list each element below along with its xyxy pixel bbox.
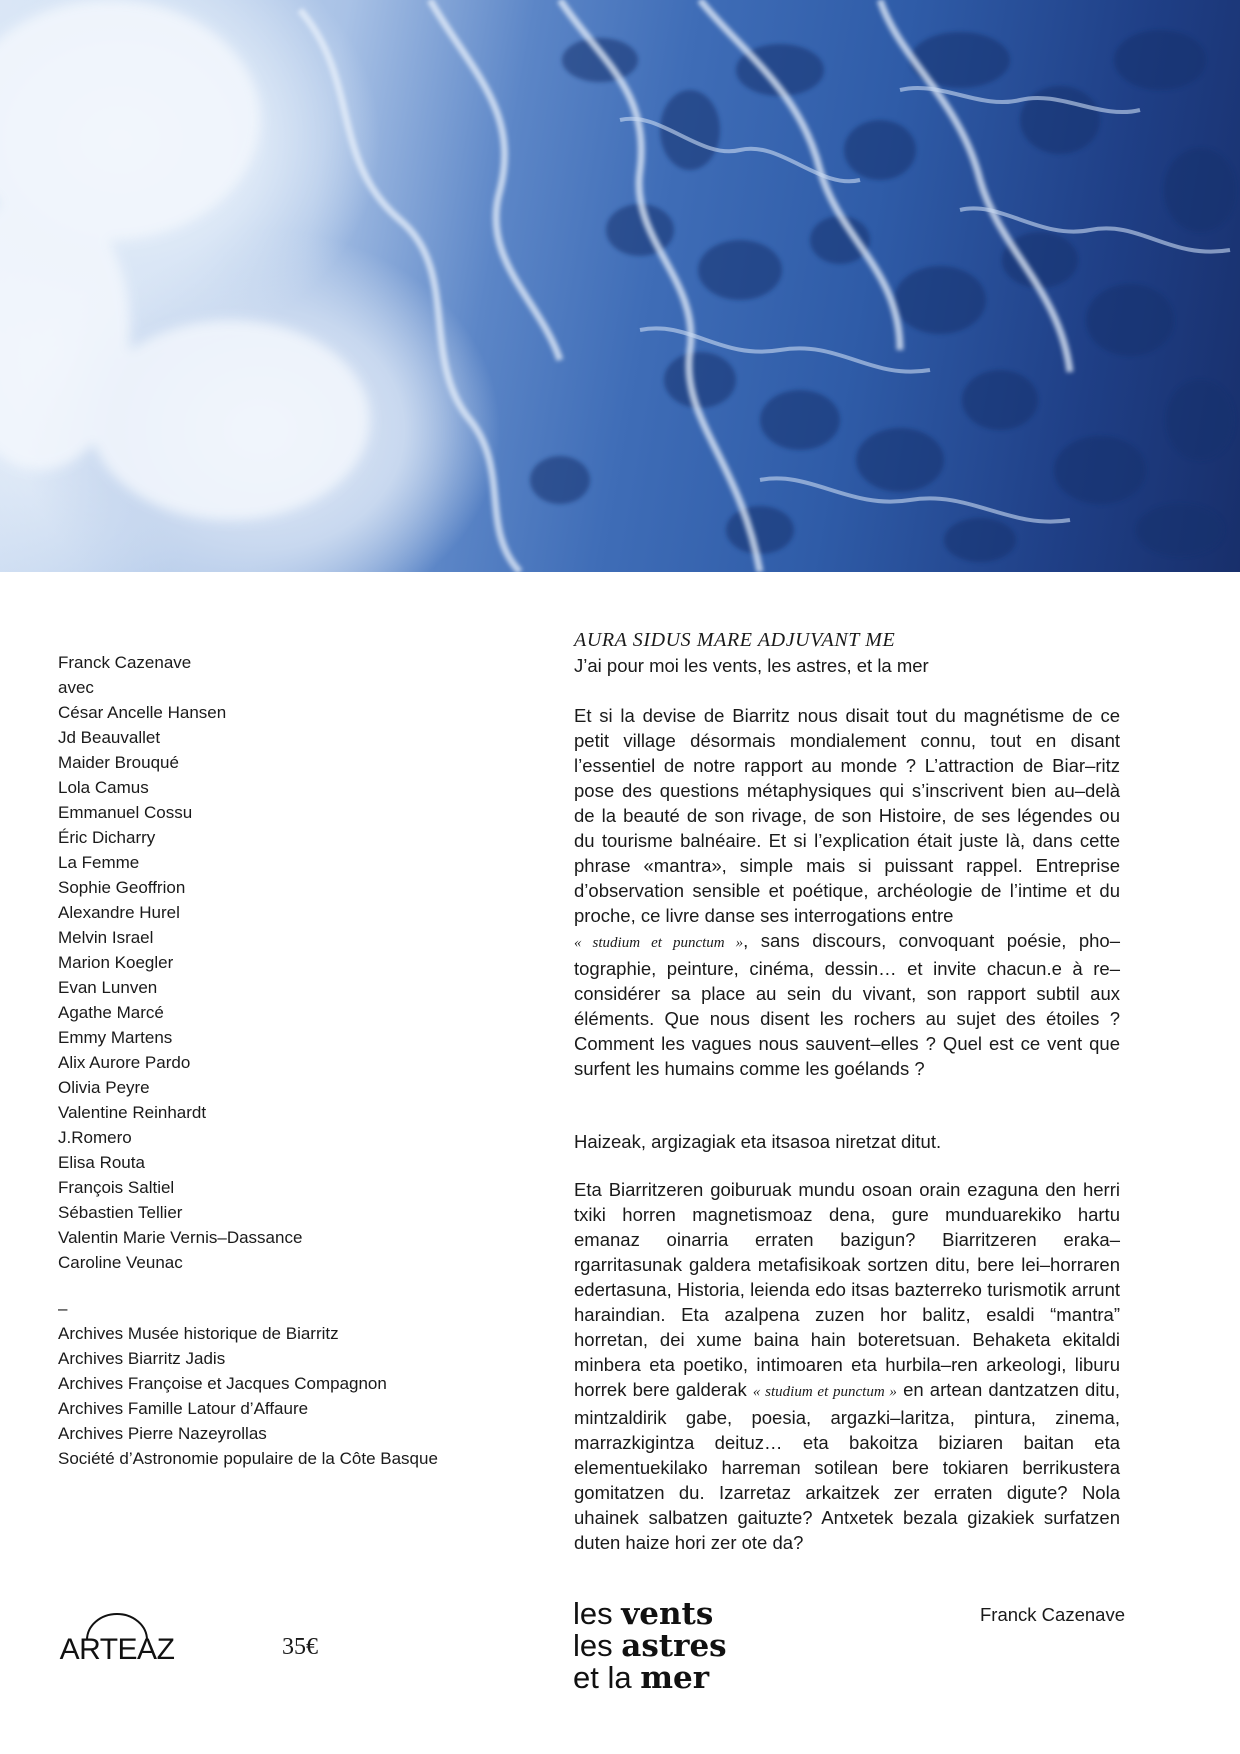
archive-source: Archives Françoise et Jacques Compagnon [58,1374,387,1393]
contributor-name: Valentine Reinhardt [58,1103,207,1122]
basque-italic-phrase: « studium et punctum » [752,1384,897,1400]
foam-texture [0,0,1240,572]
french-text-part1: Et si la devise de Biarritz nous disait tout du magnétisme de ce petit village désormais mondialement connu, tout en disant l’essentiel de notre rapport au monde ? L’attraction de Biar–ritz pose des questions métaphysiques qui s’inscrivent bien au–delà de la beauté de son rivage, de son Histoire, de ses légendes ou du tourisme balnéaire. Et si l’explication était juste là, dans cette phrase «mantra», simple mais si puissant rappel. Entreprise d’observation sensible et poétique, archéologie de l’intime et du proche, ce livre danse ses interrogations entre [574,705,1120,926]
basque-text-part2: en artean dantzatzen ditu, mintzaldirik gabe, poesia, argazki–laritza, pintura, zinema, marrazkigintza deituz… eta bakoitza biziaren baitan eta elementuekilako harreman sotilean bere tokiaren berrikustera gomitatzen du. Izarretaz arkaitzek zer erraten digute? Nola uhainek salbatzen gaituzte? Antxetek bezala gizakiek surfatzen duten haize hori zer ote da? [574,1379,1121,1553]
archive-source: Archives Famille Latour d’Affaure [58,1399,309,1418]
contributor-name: La Femme [58,853,140,872]
contributor-name: Agathe Marcé [58,1003,164,1022]
contributor-name: César Ancelle Hansen [58,703,227,722]
latin-motto: AURA SIDUS MARE ADJUVANT ME [574,629,896,651]
archive-source: Archives Pierre Nazeyrollas [58,1424,267,1443]
contributor-name: Franck Cazenave [58,653,192,672]
contributor-name: J.Romero [58,1128,132,1147]
contributor-avec: avec [58,678,94,697]
french-description [574,703,1120,1081]
title-line-3: et la mer [573,1660,710,1696]
contributor-name: Elisa Routa [58,1153,145,1172]
archive-source: Société d’Astronomie populaire de la Côte Basque [58,1449,438,1468]
archive-source: Archives Biarritz Jadis [58,1349,226,1368]
logo-text: ARTEAZ [59,1633,175,1666]
price: 35€ [282,1634,318,1660]
author-name: Franck Cazenave [980,1604,1125,1625]
contributor-name: Jd Beauvallet [58,728,161,747]
cover-photo-ocean-foam [0,0,1240,572]
contributor-name: Alix Aurore Pardo [58,1053,191,1072]
contributor-name: François Saltiel [58,1178,175,1197]
french-italic-phrase: « studium et punctum » [574,935,744,951]
contributor-name: Éric Dicharry [58,828,156,847]
french-motto: J’ai pour moi les vents, les astres, et la mer [574,655,929,676]
separator-dash: – [58,1299,68,1318]
contributor-name: Caroline Veunac [58,1253,183,1272]
contributor-name: Sophie Geoffrion [58,878,186,897]
contributor-name: Sébastien Tellier [58,1203,183,1222]
contributor-name: Emmanuel Cossu [58,803,193,822]
title-line-1: les vents [573,1596,714,1632]
basque-description [574,1177,1120,1555]
contributor-name: Lola Camus [58,778,149,797]
title-line-2: les astres [573,1628,727,1664]
basque-text-part1: Eta Biarritzeren goiburuak mundu osoan orain ezaguna den herri txiki horren magnetismoaz dena, gure munduarekiko hartu emanaz oinarria erraten bazigun? Biarritzeren eraka–rgarritasunak galdera metafisikoak sortzen ditu, bere lei–horraren edertasuna, Historia, leienda edo itsas bazterreko turismotik arrunt haraindian. Eta azalpena zuzen hor balitz, esaldi “mantra” horretan, dei xume baina hain boteretsuan. Behaketa ekitaldi minbera eta poetiko, intimoaren eta hurbila–ren arkeologi, liburu horrek bere galderak [574,1179,1120,1400]
contributor-name: Melvin Israel [58,928,154,947]
basque-motto: Haizeak, argizagiak eta itsasoa niretzat ditut. [574,1131,942,1152]
credits-column [58,650,518,1471]
contributor-name: Olivia Peyre [58,1078,150,1097]
description-column [574,628,1120,1555]
contributor-name: Emmy Martens [58,1028,173,1047]
contributor-name: Maider Brouqué [58,753,179,772]
contributor-name: Valentin Marie Vernis–Dassance [58,1228,303,1247]
archive-source: Archives Musée historique de Biarritz [58,1324,339,1343]
french-text-part2: , sans discours, convoquant poésie, pho–tographie, peinture, cinéma, dessin… et invite chacun.e à re–considérer sa place au sein du vivant, son rapport subtil aux éléments. Que nous disent les rochers au sujet des étoiles ? Comment les vagues nous sauvent–elles ? Quel est ce vent que surfent les humains comme les goélands ? [574,930,1120,1079]
contributor-name: Marion Koegler [58,953,174,972]
book-title [573,1598,727,1694]
publisher-logo [57,1610,177,1670]
contributor-name: Alexandre Hurel [58,903,180,922]
contributor-name: Evan Lunven [58,978,158,997]
